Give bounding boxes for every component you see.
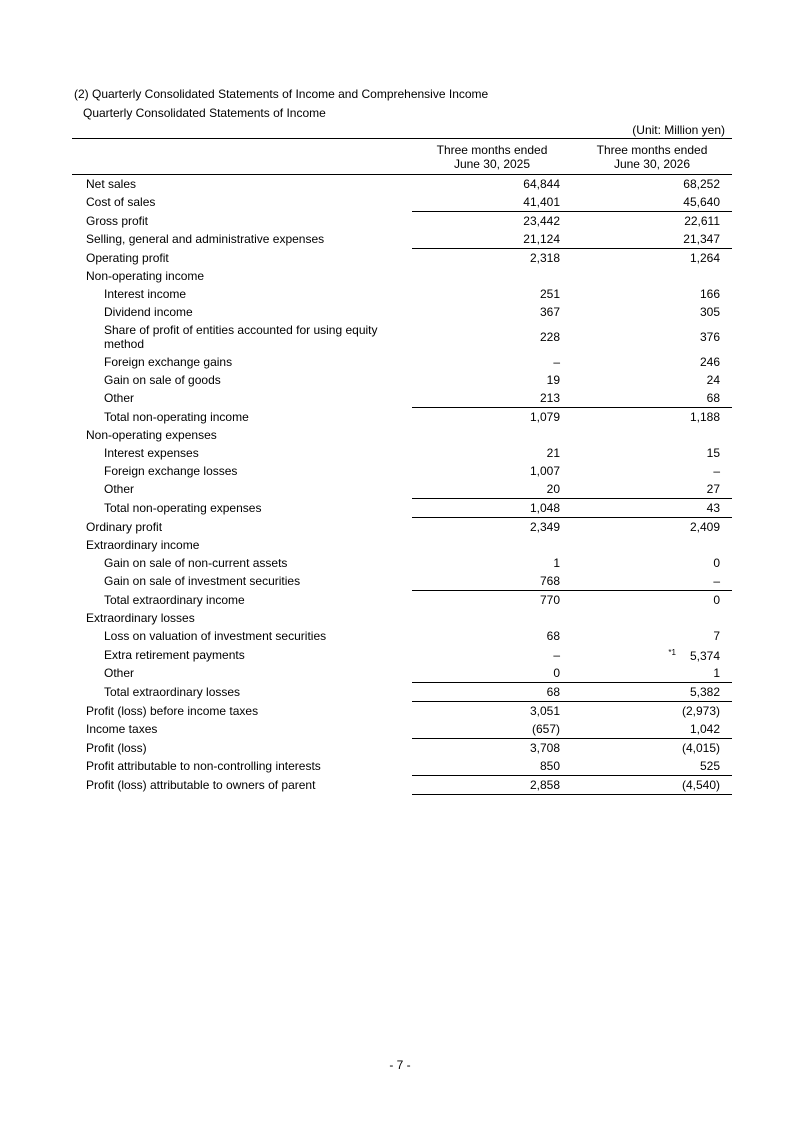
value-2025: 68 [412, 683, 572, 702]
section-heading: (2) Quarterly Consolidated Statements of Income and Comprehensive Income [74, 87, 489, 101]
row-label: Extra retirement payments [104, 647, 245, 662]
value-2025: 1,048 [412, 499, 572, 518]
value-2026: (4,540) [572, 776, 732, 795]
table-row [72, 720, 732, 739]
row-label: Share of profit of entities accounted for using equity method [104, 323, 378, 351]
table-row [72, 303, 732, 321]
table-row [72, 645, 732, 664]
value-2026: 1 [713, 666, 720, 680]
income-statement-table [72, 138, 732, 795]
table-row [72, 739, 732, 758]
table-row [72, 193, 732, 212]
row-label: Extraordinary losses [86, 611, 195, 625]
value-2026 [572, 609, 732, 627]
table-row [72, 444, 732, 462]
table-row [72, 536, 732, 554]
value-2025: 1,007 [529, 464, 560, 478]
value-2026: 2,409 [572, 518, 732, 537]
value-2026 [572, 267, 732, 285]
table-row [72, 249, 732, 268]
row-label: Other [104, 391, 135, 406]
table-row [72, 371, 732, 389]
table-row [72, 175, 732, 194]
row-label: Non-operating income [86, 269, 205, 283]
value-2026: 27 [706, 482, 720, 496]
table-row [72, 554, 732, 572]
row-label: Total extraordinary income [104, 592, 245, 607]
value-2026: 22,611 [572, 212, 732, 231]
row-label: Cost of sales [86, 195, 156, 210]
value-2025: 2,318 [412, 249, 572, 268]
value-2026: 68,252 [683, 177, 720, 191]
value-2025: 0 [553, 666, 560, 680]
table-row [72, 212, 732, 231]
column-header-line: Three months ended [596, 143, 708, 157]
value-2025: 21,124 [523, 232, 560, 246]
row-label: Selling, general and administrative expenses [86, 232, 325, 247]
value-2026: 7 [713, 629, 720, 643]
row-label: Ordinary profit [86, 519, 163, 534]
value-2025: 20 [546, 482, 560, 496]
row-label: Interest expenses [104, 446, 199, 460]
value-2025: (657) [531, 722, 560, 736]
value-2025: 768 [539, 574, 560, 588]
table-row [72, 499, 732, 518]
row-label: Net sales [86, 177, 137, 191]
table-row [72, 426, 732, 444]
row-label: Gain on sale of non-current assets [104, 556, 288, 570]
value-2026: 525 [699, 759, 720, 773]
row-label: Interest income [104, 287, 187, 301]
value-2025: 68 [546, 629, 560, 643]
value-2025: 850 [539, 759, 560, 773]
value-2026: 5,382 [572, 683, 732, 702]
statement-title: Quarterly Consolidated Statements of Income [83, 106, 326, 120]
table-row [72, 591, 732, 610]
value-2025: 3,051 [412, 702, 572, 721]
value-2026: 0 [713, 556, 720, 570]
value-text: 5,374 [689, 649, 720, 663]
value-2026: 166 [699, 287, 720, 301]
table-row [72, 353, 732, 371]
row-label: Foreign exchange losses [104, 464, 238, 478]
value-2025: – [553, 355, 560, 369]
value-2026 [572, 536, 732, 554]
table-row [72, 389, 732, 408]
value-2025: 2,858 [412, 776, 572, 795]
value-2025: 2,349 [412, 518, 572, 537]
value-2026: – [713, 464, 720, 478]
row-label: Gain on sale of investment securities [104, 574, 301, 589]
table-row [72, 572, 732, 591]
value-2025: 1 [553, 556, 560, 570]
value-2025: 64,844 [523, 177, 560, 191]
row-label: Income taxes [86, 722, 158, 737]
column-header-2026 [572, 139, 732, 175]
column-header-2025 [412, 139, 572, 175]
row-label: Profit (loss) [86, 740, 147, 755]
value-2026: 68 [706, 391, 720, 405]
row-label: Extraordinary income [86, 538, 200, 552]
table-row [72, 408, 732, 427]
row-label: Other [104, 666, 135, 681]
value-2026: – [713, 574, 720, 588]
value-2026: 305 [699, 305, 720, 319]
row-label: Dividend income [104, 305, 193, 319]
table-row [72, 702, 732, 721]
page-number: - 7 - [389, 1058, 411, 1072]
table-row [72, 321, 732, 353]
value-2026: 246 [699, 355, 720, 369]
table-row [72, 462, 732, 480]
value-2025: 251 [539, 287, 560, 301]
value-2025: 41,401 [523, 195, 560, 209]
table-row [72, 776, 732, 795]
table-row [72, 664, 732, 683]
row-label: Gross profit [86, 213, 149, 228]
value-2025: 3,708 [412, 739, 572, 758]
row-label: Loss on valuation of investment securities [104, 629, 327, 643]
table-row [72, 627, 732, 645]
row-label: Foreign exchange gains [104, 355, 233, 369]
value-2026: (4,015) [572, 739, 732, 758]
header-blank [72, 139, 412, 175]
table-row [72, 285, 732, 303]
value-2026: 21,347 [683, 232, 720, 246]
value-2025: 770 [412, 591, 572, 610]
value-2025: 23,442 [412, 212, 572, 231]
row-label: Total extraordinary losses [104, 685, 241, 699]
value-2025: 21 [546, 446, 560, 460]
table-row [72, 757, 732, 776]
row-label: Profit (loss) attributable to owners of parent [86, 778, 316, 792]
value-2025 [412, 536, 572, 554]
value-2026: 43 [572, 499, 732, 518]
value-2025: 213 [539, 391, 560, 405]
value-2026: (2,973) [572, 702, 732, 721]
table-row [72, 230, 732, 249]
value-2026: 1,042 [689, 722, 720, 736]
unit-note: (Unit: Million yen) [632, 123, 725, 137]
value-2025: – [553, 647, 560, 662]
row-label: Total non-operating income [104, 409, 249, 424]
table-row [72, 480, 732, 499]
table-row [72, 267, 732, 285]
value-2025: 367 [539, 305, 560, 319]
value-2026: 24 [706, 373, 720, 387]
value-2026: 45,640 [683, 195, 720, 209]
column-header-line: Three months ended [436, 143, 548, 157]
value-2025 [412, 267, 572, 285]
column-header-line: June 30, 2025 [453, 157, 531, 171]
table-row [72, 518, 732, 537]
row-label: Operating profit [86, 250, 169, 265]
row-label: Profit (loss) before income taxes [86, 703, 259, 718]
row-label: Other [104, 482, 135, 497]
value-2026: 15 [706, 446, 720, 460]
value-2025 [412, 609, 572, 627]
value-2026: 0 [572, 591, 732, 610]
value-2025: 19 [546, 373, 560, 387]
table-header-row [72, 139, 732, 175]
table-row [72, 683, 732, 702]
value-2026 [572, 645, 732, 664]
row-label: Non-operating expenses [86, 428, 217, 442]
column-header-line: June 30, 2026 [613, 157, 691, 171]
row-label: Profit attributable to non-controlling interests [86, 759, 321, 774]
value-2026: 1,264 [572, 249, 732, 268]
value-2025: 228 [539, 330, 560, 344]
value-2026 [572, 426, 732, 444]
table-row [72, 609, 732, 627]
value-2025: 1,079 [412, 408, 572, 427]
value-2025 [412, 426, 572, 444]
value-2026: 1,188 [572, 408, 732, 427]
footnote-marker: *1 [668, 648, 676, 657]
row-label: Gain on sale of goods [104, 373, 221, 387]
value-2026: 376 [699, 330, 720, 344]
row-label: Total non-operating expenses [104, 501, 262, 515]
